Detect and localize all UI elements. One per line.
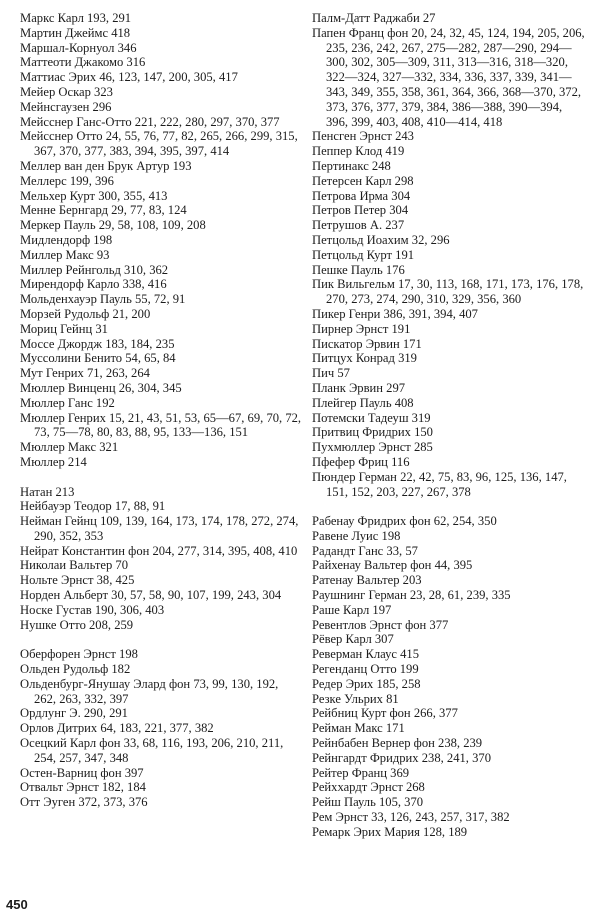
- index-entry: Мартин Джеймс 418: [20, 25, 131, 40]
- index-entry: Питцух Конрад 319: [312, 351, 417, 366]
- index-entry: Морзей Рудольф 21, 200: [20, 306, 151, 321]
- letter-section-gap: [20, 470, 302, 485]
- index-entry: Пикер Генри 386, 391, 394, 407: [312, 306, 478, 321]
- index-entry: Папен Франц фон 20, 24, 32, 45, 124, 194, 205, 206, 235, 236, 242, 267, 275—282, 287—290, 294—300, 302, 305—309, 311, 313—316, 318—320, 322—324, 327—332, 334, 336, 337, 339, 341—343, 349, 355, 358, 361, 364, 366, 368—370, 372, 373, 376, 377, 379, 384, 386—388, 390—394, 396, 399, 403, 408, 410—414, 418: [312, 25, 585, 129]
- index-entry: Нольте Эрнст 38, 425: [20, 573, 135, 588]
- index-entry: Райхенау Вальтер фон 44, 395: [312, 558, 473, 573]
- index-entry: Резке Ульрих 81: [312, 691, 399, 706]
- index-entry: Миллер Макс 93: [20, 247, 110, 262]
- index-entry: Пертинакс 248: [312, 158, 391, 173]
- index-entry: Пискатор Эрвин 171: [312, 336, 422, 351]
- index-entry: Пюндер Герман 22, 42, 75, 83, 96, 125, 136, 147, 151, 152, 203, 227, 267, 378: [312, 469, 567, 499]
- index-entry: Мейнсгаузен 296: [20, 99, 112, 114]
- index-entry: Нейман Гейнц 109, 139, 164, 173, 174, 178, 272, 274, 290, 352, 353: [20, 514, 299, 543]
- index-entry: Нейбауэр Теодор 17, 88, 91: [20, 499, 166, 514]
- index-entry: Моссе Джордж 183, 184, 235: [20, 336, 175, 351]
- index-entry: Пенсген Эрнст 243: [312, 129, 414, 144]
- index-entry: Ратенау Вальтер 203: [312, 573, 422, 588]
- index-entry: Мейсснер Ганс-Отто 221, 222, 280, 297, 370, 377: [20, 114, 280, 129]
- index-entry: Оберфорен Эрнст 198: [20, 647, 138, 662]
- index-entry: Рейххардт Эрнст 268: [312, 780, 425, 795]
- index-entry: Мюллер 214: [20, 454, 87, 469]
- index-entry: Рабенау Фридрих фон 62, 254, 350: [312, 514, 497, 529]
- index-entry: Меркер Пауль 29, 58, 108, 109, 208: [20, 218, 206, 233]
- index-entry: Мюллер Генрих 15, 21, 43, 51, 53, 65—67, 69, 70, 72, 73, 75—78, 80, 83, 88, 95, 133—136, 151: [20, 410, 302, 440]
- index-entry: Мюллер Винценц 26, 304, 345: [20, 380, 182, 395]
- index-entry: Норден Альберт 30, 57, 58, 90, 107, 199, 243, 304: [20, 588, 282, 603]
- index-entry: Пешке Пауль 176: [312, 262, 405, 277]
- index-entry: Ордлунг Э. 290, 291: [20, 706, 128, 721]
- index-entry: Муссолини Бенито 54, 65, 84: [20, 351, 176, 366]
- index-entry: Пик Вильгельм 17, 30, 113, 168, 171, 173, 176, 178, 270, 273, 274, 290, 310, 329, 356, 360: [312, 277, 584, 307]
- index-entry: Мейер Оскар 323: [20, 84, 113, 99]
- index-entry: Маршал-Корнуол 346: [20, 40, 137, 55]
- index-entry: Ремарк Эрих Мария 128, 189: [312, 824, 468, 839]
- index-entry: Рем Эрнст 33, 126, 243, 257, 317, 382: [312, 810, 510, 825]
- index-entry: Мюллер Макс 321: [20, 440, 119, 455]
- index-column-left: [20, 11, 302, 810]
- index-entry: Носке Густав 190, 306, 403: [20, 602, 165, 617]
- index-entry: Пеппер Клод 419: [312, 144, 405, 159]
- index-entry: Ольден Рудольф 182: [20, 662, 131, 677]
- index-entry: Орлов Дитрих 64, 183, 221, 377, 382: [20, 721, 214, 736]
- index-entry: Планк Эрвин 297: [312, 380, 406, 395]
- letter-section-gap: [20, 632, 302, 647]
- index-entry: Пирнер Эрнст 191: [312, 321, 411, 336]
- index-column-right: [312, 11, 587, 840]
- index-entry: Маттеоти Джакомо 316: [20, 55, 146, 70]
- index-entry: Отвальт Эрнст 182, 184: [20, 780, 146, 795]
- index-entry: Меллерс 199, 396: [20, 173, 114, 188]
- index-entry: Рейш Пауль 105, 370: [312, 795, 424, 810]
- index-entry: Рёвер Карл 307: [312, 632, 394, 647]
- index-entry: Нейрат Константин фон 204, 277, 314, 395, 408, 410: [20, 543, 298, 558]
- index-entry: Потемски Тадеуш 319: [312, 410, 431, 425]
- index-entry: Равене Луис 198: [312, 528, 401, 543]
- index-entry: Петрова Ирма 304: [312, 188, 411, 203]
- index-entry: Натан 213: [20, 484, 75, 499]
- index-entry: Пухмюллер Эрнст 285: [312, 440, 433, 455]
- index-entry: Ревентлов Эрнст фон 377: [312, 617, 449, 632]
- index-entry: Рейман Макс 171: [312, 721, 405, 736]
- index-entry: Николаи Вальтер 70: [20, 558, 128, 573]
- index-entry: Петцольд Иоахим 32, 296: [312, 232, 450, 247]
- index-entry: Миллер Рейнгольд 310, 362: [20, 262, 169, 277]
- index-entry: Мориц Гейнц 31: [20, 321, 108, 336]
- index-entry: Мидлендорф 198: [20, 232, 113, 247]
- index-entry: Ольденбург-Янушау Элард фон 73, 99, 130, 192, 262, 263, 332, 397: [20, 676, 279, 706]
- page-number: 450: [6, 897, 28, 912]
- index-entry: Рейтер Франц 369: [312, 765, 410, 780]
- index-entry: Отт Эуген 372, 373, 376: [20, 795, 148, 810]
- index-entry: Раушнинг Герман 23, 28, 61, 239, 335: [312, 588, 511, 603]
- index-entry: Мейсснер Отто 24, 55, 76, 77, 82, 265, 266, 299, 315, 367, 370, 377, 383, 394, 395, 397, 414: [20, 129, 298, 159]
- index-entry: Мюллер Ганс 192: [20, 395, 115, 410]
- index-entry: Редер Эрих 185, 258: [312, 676, 421, 691]
- index-entry: Притвиц Фридрих 150: [312, 425, 433, 440]
- index-entry: Петерсен Карл 298: [312, 173, 414, 188]
- index-entry: Осецкий Карл фон 33, 68, 116, 193, 206, 210, 211, 254, 257, 347, 348: [20, 736, 284, 765]
- index-entry: Мут Генрих 71, 263, 264: [20, 366, 150, 381]
- index-entry: Палм-Датт Раджаби 27: [312, 11, 436, 25]
- index-entry: Регенданц Отто 199: [312, 662, 419, 677]
- index-entry: Маркс Карл 193, 291: [20, 11, 132, 25]
- index-entry: Мирендорф Карло 338, 416: [20, 277, 167, 292]
- index-entry: Плейгер Пауль 408: [312, 395, 414, 410]
- index-entry: Менне Бернгард 29, 77, 83, 124: [20, 203, 187, 218]
- index-entry: Петров Петер 304: [312, 203, 409, 218]
- index-entry: Петцольд Курт 191: [312, 247, 415, 262]
- index-entry: Меллер ван ден Брук Артур 193: [20, 158, 192, 173]
- index-entry: Рейбниц Курт фон 266, 377: [312, 706, 458, 721]
- index-entry: Рейнгардт Фридрих 238, 241, 370: [312, 750, 491, 765]
- index-entry: Маттиас Эрих 46, 123, 147, 200, 305, 417: [20, 70, 238, 85]
- index-entry: Радандт Ганс 33, 57: [312, 543, 418, 558]
- index-entry: Мольденхауэр Пауль 55, 72, 91: [20, 292, 186, 307]
- index-entry: Пич 57: [312, 366, 350, 381]
- index-entry: Пфефер Фриц 116: [312, 454, 410, 469]
- index-entry: Рейнбабен Вернер фон 238, 239: [312, 736, 483, 751]
- letter-section-gap: [312, 499, 587, 514]
- index-entry: Петрушов А. 237: [312, 218, 405, 233]
- index-entry: Нушке Отто 208, 259: [20, 617, 134, 632]
- index-entry: Раше Карл 197: [312, 602, 392, 617]
- index-entry: Мельхер Курт 300, 355, 413: [20, 188, 168, 203]
- index-entry: Остен-Варниц фон 397: [20, 765, 144, 780]
- index-entry: Ревермaн Клаус 415: [312, 647, 420, 662]
